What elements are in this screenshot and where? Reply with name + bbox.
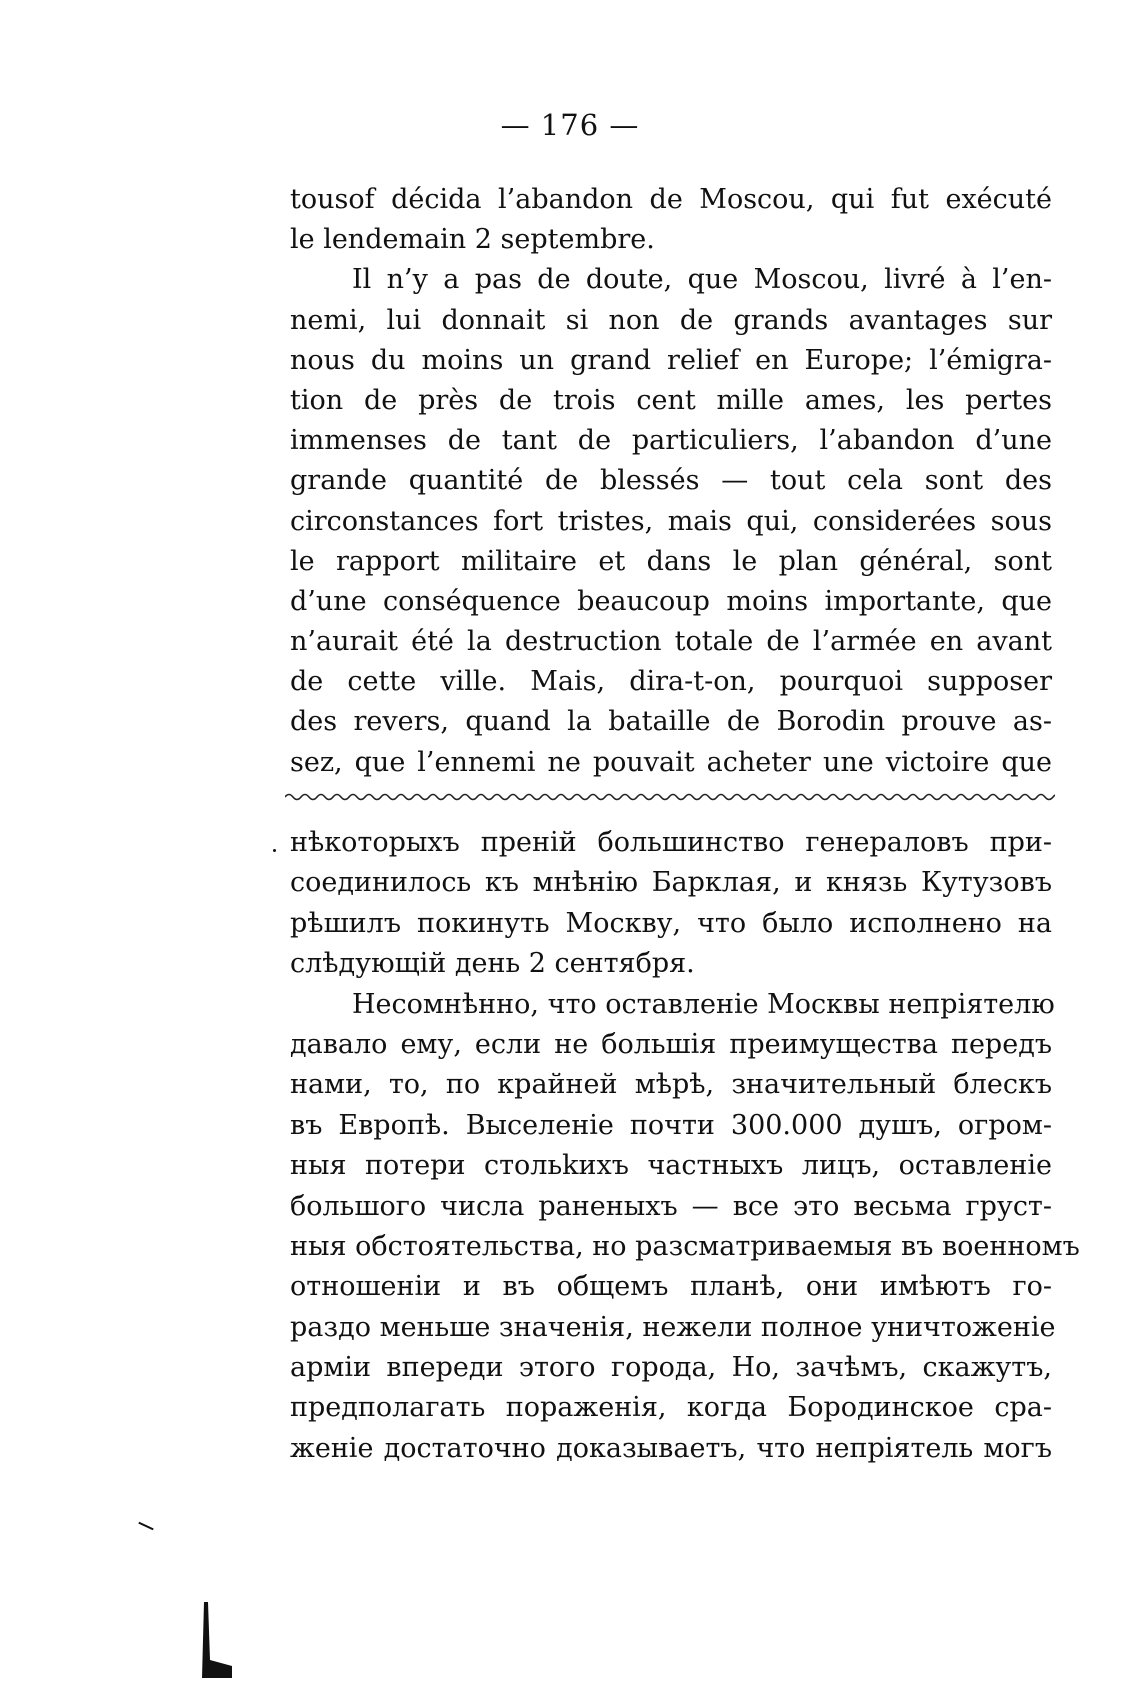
text-line: circonstances fort tristes, mais qui, considerées sous [290,505,1052,537]
text-line: des revers, quand la bataille de Borodin prouve as- [290,706,1052,738]
text-line: nemi, lui donnait si non de grands avantages sur [290,304,1052,336]
text-line: женіе достаточно доказываетъ, что непріятель могъ [290,1432,1052,1464]
text-line: соединилось къ мнѣнію Барклая, и князь Кутузовъ [290,867,1052,899]
text-line: nous du moins un grand relief en Europe; l’émigra- [290,344,1052,376]
text-line: отношеніи и въ общемъ планѣ, они имѣютъ го- [290,1271,1052,1303]
text-line: рѣшилъ покинуть Москву, что было исполнено на [290,907,1052,939]
text-line: le rapport militaire et dans le plan général, sont [290,545,1052,577]
page-number: — 176 — [500,108,640,142]
scan-speck [273,849,276,852]
text-line: нѣкоторыхъ преній большинство генераловъ при- [290,827,1052,858]
text-line: нами, то, по крайней мѣрѣ, значительный блескъ [290,1069,1052,1101]
text-line: n’aurait été la destruction totale de l’armée en avant [290,626,1052,658]
text-line: давало ему, если не большія преимущества передъ [290,1028,1052,1060]
text-line: tion de près de trois cent mille ames, les pertes [290,384,1052,416]
text-line: d’une conséquence beaucoup moins importante, que [290,585,1052,617]
text-line: въ Европѣ. Выселеніе почти 300.000 душъ, огром- [290,1109,1052,1141]
text-line: предполагать пораженія, когда Бородинское сра- [290,1392,1052,1424]
text-line: ныя потери стольkихъ частныхъ лицъ, оставленіе [290,1150,1052,1182]
wavy-divider [285,790,1055,804]
text-line: арміи впереди этого города, Но, зачѣмъ, скажутъ, [290,1352,1052,1384]
text-line: de cette ville. Mais, dira-t-on, pourquoi supposer [290,666,1052,698]
scan-binding-mark [198,1600,238,1680]
text-line: Il n’y a pas de doute, que Moscou, livré à l’en- [352,264,1052,296]
text-line: Несомнѣнно, что оставленіе Москвы непріятелю [352,988,1055,1020]
text-line: слѣдующій день 2 сентября. [290,948,695,980]
text-line: раздо меньше значенія, нежели полное уничтоженіе [290,1311,1056,1343]
scan-smudge [138,1522,153,1531]
text-line: le lendemain 2 septembre. [290,224,655,256]
wavy-divider-line [285,795,1055,800]
text-line: ныя обстоятельства, но разсматриваемыя въ военномъ [290,1230,1080,1262]
french-text-block [290,180,1052,783]
text-line: grande quantité de blessés — tout cela sont des [290,465,1052,497]
text-line: immenses de tant de particuliers, l’abandon d’une [290,425,1052,457]
text-line: tousof décida l’abandon de Moscou, qui fut exécuté [290,184,1052,215]
text-line: большого числа раненыхъ — все это весьма груст- [290,1190,1052,1222]
text-line: sez, que l’ennemi ne pouvait acheter une victoire que [290,746,1052,778]
russian-text-block [290,823,1080,1469]
